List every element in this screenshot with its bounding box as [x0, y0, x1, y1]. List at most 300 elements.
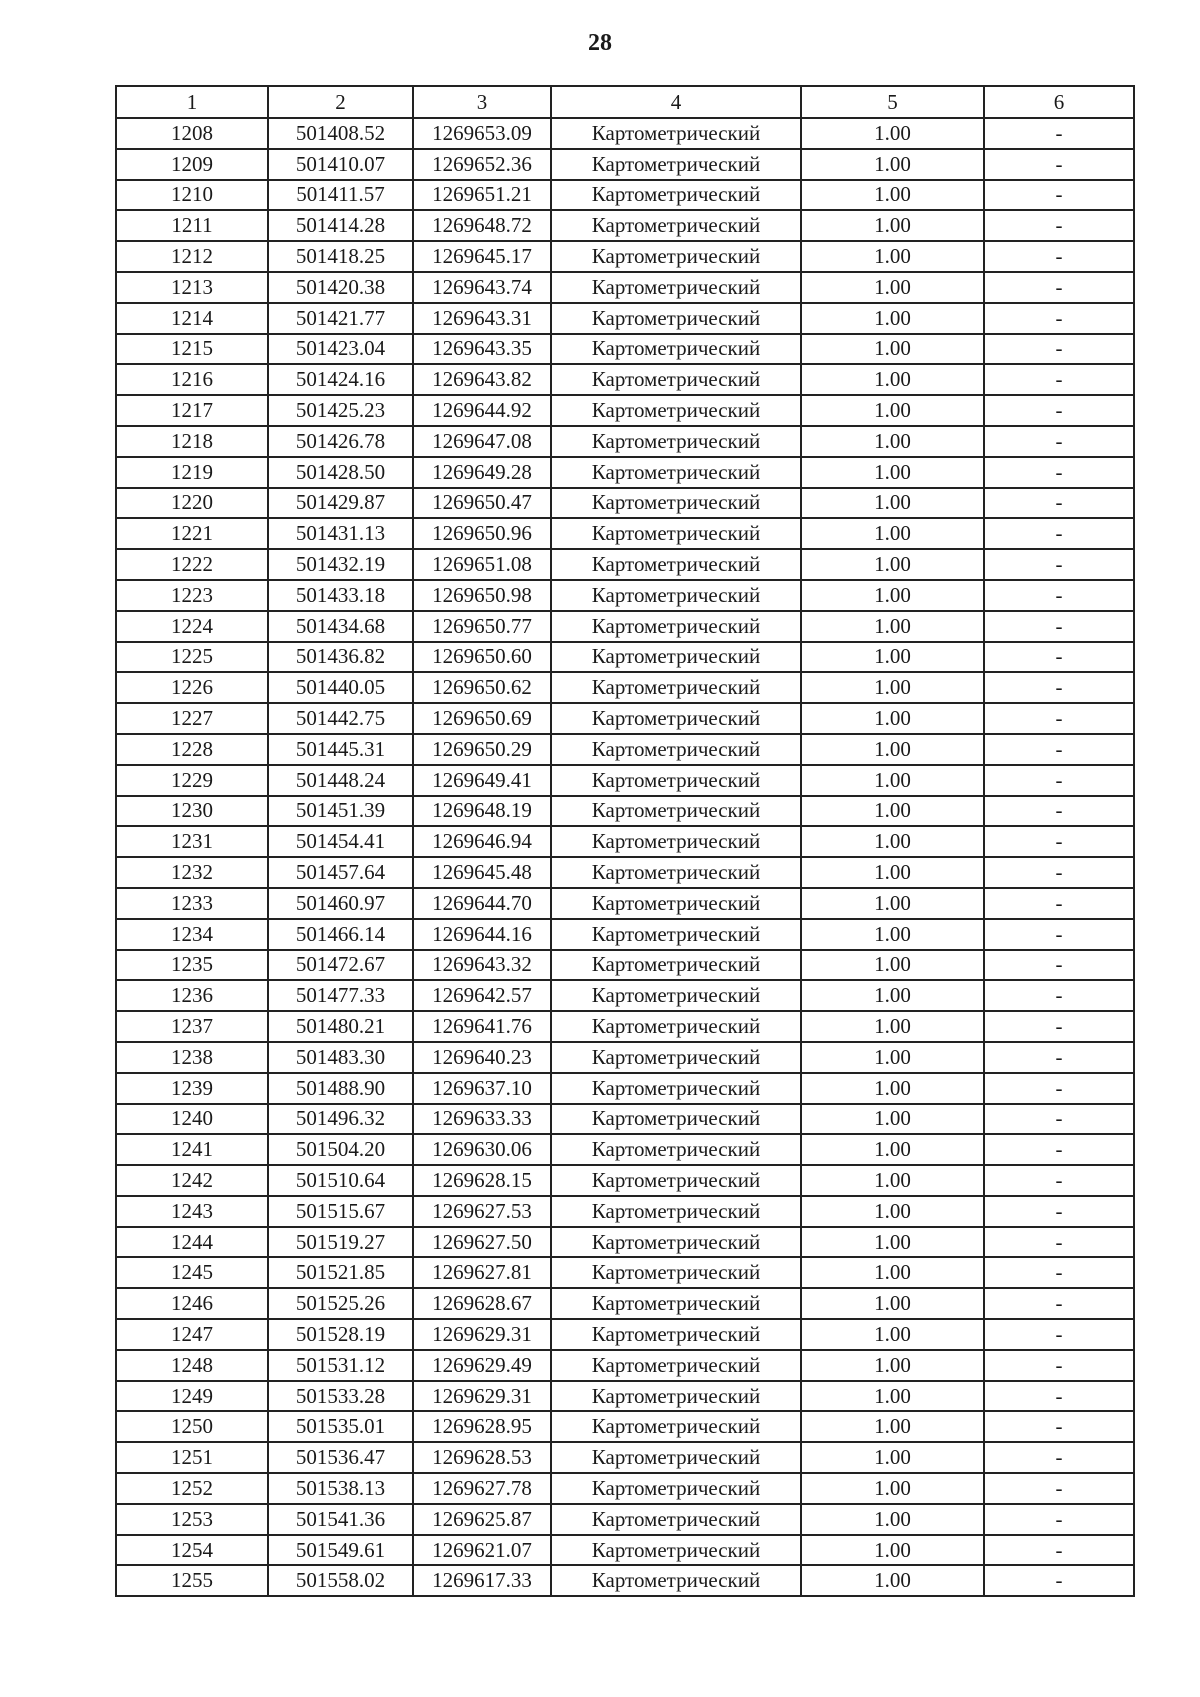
note-cell: - — [984, 241, 1134, 272]
method-cell: Картометрический — [551, 1165, 801, 1196]
method-cell: Картометрический — [551, 1504, 801, 1535]
table-row — [116, 1288, 1134, 1319]
method-cell: Картометрический — [551, 241, 801, 272]
point-number-cell: 1210 — [116, 180, 268, 211]
method-cell: Картометрический — [551, 1350, 801, 1381]
accuracy-cell: 1.00 — [801, 241, 984, 272]
y-coordinate-cell: 1269650.60 — [413, 642, 551, 673]
table-row — [116, 518, 1134, 549]
note-cell: - — [984, 1134, 1134, 1165]
y-coordinate-cell: 1269627.50 — [413, 1227, 551, 1258]
y-coordinate-cell: 1269621.07 — [413, 1535, 551, 1566]
table-row — [116, 1134, 1134, 1165]
note-cell: - — [984, 1565, 1134, 1596]
accuracy-cell: 1.00 — [801, 210, 984, 241]
point-number-cell: 1229 — [116, 765, 268, 796]
point-number-cell: 1218 — [116, 426, 268, 457]
table-row — [116, 1411, 1134, 1442]
x-coordinate-cell: 501448.24 — [268, 765, 413, 796]
method-cell: Картометрический — [551, 518, 801, 549]
note-cell: - — [984, 857, 1134, 888]
method-cell: Картометрический — [551, 765, 801, 796]
point-number-cell: 1241 — [116, 1134, 268, 1165]
point-number-cell: 1254 — [116, 1535, 268, 1566]
method-cell: Картометрический — [551, 734, 801, 765]
y-coordinate-cell: 1269628.53 — [413, 1442, 551, 1473]
note-cell: - — [984, 703, 1134, 734]
y-coordinate-cell: 1269649.28 — [413, 457, 551, 488]
header-col-6: 6 — [984, 86, 1134, 118]
y-coordinate-cell: 1269640.23 — [413, 1042, 551, 1073]
point-number-cell: 1245 — [116, 1257, 268, 1288]
y-coordinate-cell: 1269627.81 — [413, 1257, 551, 1288]
method-cell: Картометрический — [551, 1319, 801, 1350]
accuracy-cell: 1.00 — [801, 457, 984, 488]
x-coordinate-cell: 501549.61 — [268, 1535, 413, 1566]
y-coordinate-cell: 1269650.47 — [413, 488, 551, 519]
point-number-cell: 1236 — [116, 980, 268, 1011]
x-coordinate-cell: 501466.14 — [268, 919, 413, 950]
x-coordinate-cell: 501533.28 — [268, 1381, 413, 1412]
point-number-cell: 1225 — [116, 642, 268, 673]
accuracy-cell: 1.00 — [801, 1350, 984, 1381]
method-cell: Картометрический — [551, 180, 801, 211]
y-coordinate-cell: 1269644.16 — [413, 919, 551, 950]
x-coordinate-cell: 501411.57 — [268, 180, 413, 211]
x-coordinate-cell: 501477.33 — [268, 980, 413, 1011]
note-cell: - — [984, 364, 1134, 395]
table-row — [116, 950, 1134, 981]
table-row — [116, 642, 1134, 673]
note-cell: - — [984, 642, 1134, 673]
y-coordinate-cell: 1269628.95 — [413, 1411, 551, 1442]
accuracy-cell: 1.00 — [801, 1257, 984, 1288]
point-number-cell: 1250 — [116, 1411, 268, 1442]
table-body — [116, 118, 1134, 1596]
note-cell: - — [984, 1042, 1134, 1073]
table-row — [116, 1165, 1134, 1196]
note-cell: - — [984, 426, 1134, 457]
table-row — [116, 672, 1134, 703]
table-row — [116, 1504, 1134, 1535]
table-row — [116, 1535, 1134, 1566]
point-number-cell: 1248 — [116, 1350, 268, 1381]
point-number-cell: 1242 — [116, 1165, 268, 1196]
y-coordinate-cell: 1269647.08 — [413, 426, 551, 457]
point-number-cell: 1246 — [116, 1288, 268, 1319]
table-row — [116, 1257, 1134, 1288]
x-coordinate-cell: 501425.23 — [268, 395, 413, 426]
point-number-cell: 1247 — [116, 1319, 268, 1350]
x-coordinate-cell: 501521.85 — [268, 1257, 413, 1288]
y-coordinate-cell: 1269629.31 — [413, 1319, 551, 1350]
header-col-5: 5 — [801, 86, 984, 118]
accuracy-cell: 1.00 — [801, 642, 984, 673]
x-coordinate-cell: 501525.26 — [268, 1288, 413, 1319]
accuracy-cell: 1.00 — [801, 1288, 984, 1319]
note-cell: - — [984, 765, 1134, 796]
point-number-cell: 1214 — [116, 303, 268, 334]
x-coordinate-cell: 501408.52 — [268, 118, 413, 149]
method-cell: Картометрический — [551, 796, 801, 827]
method-cell: Картометрический — [551, 1473, 801, 1504]
accuracy-cell: 1.00 — [801, 980, 984, 1011]
x-coordinate-cell: 501424.16 — [268, 364, 413, 395]
method-cell: Картометрический — [551, 888, 801, 919]
table-row — [116, 703, 1134, 734]
method-cell: Картометрический — [551, 1288, 801, 1319]
table-row — [116, 1227, 1134, 1258]
point-number-cell: 1233 — [116, 888, 268, 919]
table-row — [116, 1104, 1134, 1135]
method-cell: Картометрический — [551, 1257, 801, 1288]
x-coordinate-cell: 501535.01 — [268, 1411, 413, 1442]
table-row — [116, 149, 1134, 180]
header-col-4: 4 — [551, 86, 801, 118]
method-cell: Картометрический — [551, 580, 801, 611]
y-coordinate-cell: 1269650.98 — [413, 580, 551, 611]
accuracy-cell: 1.00 — [801, 395, 984, 426]
accuracy-cell: 1.00 — [801, 1504, 984, 1535]
point-number-cell: 1226 — [116, 672, 268, 703]
table-row — [116, 241, 1134, 272]
y-coordinate-cell: 1269628.15 — [413, 1165, 551, 1196]
method-cell: Картометрический — [551, 1381, 801, 1412]
x-coordinate-cell: 501531.12 — [268, 1350, 413, 1381]
table-row — [116, 1319, 1134, 1350]
x-coordinate-cell: 501426.78 — [268, 426, 413, 457]
accuracy-cell: 1.00 — [801, 734, 984, 765]
accuracy-cell: 1.00 — [801, 1196, 984, 1227]
point-number-cell: 1230 — [116, 796, 268, 827]
x-coordinate-cell: 501528.19 — [268, 1319, 413, 1350]
note-cell: - — [984, 457, 1134, 488]
table-row — [116, 980, 1134, 1011]
method-cell: Картометрический — [551, 672, 801, 703]
accuracy-cell: 1.00 — [801, 1442, 984, 1473]
table-row — [116, 210, 1134, 241]
note-cell: - — [984, 919, 1134, 950]
y-coordinate-cell: 1269653.09 — [413, 118, 551, 149]
accuracy-cell: 1.00 — [801, 580, 984, 611]
x-coordinate-cell: 501420.38 — [268, 272, 413, 303]
header-col-3: 3 — [413, 86, 551, 118]
method-cell: Картометрический — [551, 919, 801, 950]
x-coordinate-cell: 501558.02 — [268, 1565, 413, 1596]
accuracy-cell: 1.00 — [801, 1473, 984, 1504]
note-cell: - — [984, 950, 1134, 981]
x-coordinate-cell: 501519.27 — [268, 1227, 413, 1258]
table-row — [116, 1350, 1134, 1381]
table-row — [116, 488, 1134, 519]
note-cell: - — [984, 488, 1134, 519]
x-coordinate-cell: 501445.31 — [268, 734, 413, 765]
y-coordinate-cell: 1269648.72 — [413, 210, 551, 241]
table-row — [116, 765, 1134, 796]
y-coordinate-cell: 1269649.41 — [413, 765, 551, 796]
table-row — [116, 118, 1134, 149]
point-number-cell: 1224 — [116, 611, 268, 642]
accuracy-cell: 1.00 — [801, 1227, 984, 1258]
note-cell: - — [984, 1196, 1134, 1227]
table-row — [116, 857, 1134, 888]
accuracy-cell: 1.00 — [801, 1565, 984, 1596]
note-cell: - — [984, 734, 1134, 765]
table-row — [116, 180, 1134, 211]
accuracy-cell: 1.00 — [801, 919, 984, 950]
y-coordinate-cell: 1269617.33 — [413, 1565, 551, 1596]
point-number-cell: 1227 — [116, 703, 268, 734]
coordinates-table — [115, 85, 1135, 1597]
method-cell: Картометрический — [551, 1134, 801, 1165]
note-cell: - — [984, 1073, 1134, 1104]
x-coordinate-cell: 501457.64 — [268, 857, 413, 888]
point-number-cell: 1219 — [116, 457, 268, 488]
accuracy-cell: 1.00 — [801, 549, 984, 580]
table-row — [116, 364, 1134, 395]
note-cell: - — [984, 580, 1134, 611]
note-cell: - — [984, 180, 1134, 211]
accuracy-cell: 1.00 — [801, 334, 984, 365]
note-cell: - — [984, 149, 1134, 180]
y-coordinate-cell: 1269650.69 — [413, 703, 551, 734]
y-coordinate-cell: 1269650.77 — [413, 611, 551, 642]
x-coordinate-cell: 501428.50 — [268, 457, 413, 488]
x-coordinate-cell: 501488.90 — [268, 1073, 413, 1104]
table-row — [116, 1565, 1134, 1596]
y-coordinate-cell: 1269637.10 — [413, 1073, 551, 1104]
accuracy-cell: 1.00 — [801, 1411, 984, 1442]
x-coordinate-cell: 501472.67 — [268, 950, 413, 981]
point-number-cell: 1239 — [116, 1073, 268, 1104]
accuracy-cell: 1.00 — [801, 611, 984, 642]
note-cell: - — [984, 1381, 1134, 1412]
y-coordinate-cell: 1269643.32 — [413, 950, 551, 981]
accuracy-cell: 1.00 — [801, 765, 984, 796]
note-cell: - — [984, 826, 1134, 857]
method-cell: Картометрический — [551, 1411, 801, 1442]
x-coordinate-cell: 501433.18 — [268, 580, 413, 611]
note-cell: - — [984, 334, 1134, 365]
x-coordinate-cell: 501496.32 — [268, 1104, 413, 1135]
y-coordinate-cell: 1269651.08 — [413, 549, 551, 580]
x-coordinate-cell: 501454.41 — [268, 826, 413, 857]
point-number-cell: 1240 — [116, 1104, 268, 1135]
method-cell: Картометрический — [551, 1196, 801, 1227]
y-coordinate-cell: 1269628.67 — [413, 1288, 551, 1319]
note-cell: - — [984, 1165, 1134, 1196]
y-coordinate-cell: 1269644.70 — [413, 888, 551, 919]
x-coordinate-cell: 501480.21 — [268, 1011, 413, 1042]
note-cell: - — [984, 1227, 1134, 1258]
note-cell: - — [984, 980, 1134, 1011]
y-coordinate-cell: 1269645.17 — [413, 241, 551, 272]
y-coordinate-cell: 1269650.29 — [413, 734, 551, 765]
note-cell: - — [984, 1473, 1134, 1504]
method-cell: Картометрический — [551, 611, 801, 642]
method-cell: Картометрический — [551, 488, 801, 519]
y-coordinate-cell: 1269629.31 — [413, 1381, 551, 1412]
point-number-cell: 1222 — [116, 549, 268, 580]
accuracy-cell: 1.00 — [801, 149, 984, 180]
y-coordinate-cell: 1269645.48 — [413, 857, 551, 888]
accuracy-cell: 1.00 — [801, 1165, 984, 1196]
x-coordinate-cell: 501504.20 — [268, 1134, 413, 1165]
y-coordinate-cell: 1269650.62 — [413, 672, 551, 703]
note-cell: - — [984, 272, 1134, 303]
accuracy-cell: 1.00 — [801, 1134, 984, 1165]
x-coordinate-cell: 501440.05 — [268, 672, 413, 703]
y-coordinate-cell: 1269643.82 — [413, 364, 551, 395]
point-number-cell: 1251 — [116, 1442, 268, 1473]
accuracy-cell: 1.00 — [801, 1535, 984, 1566]
x-coordinate-cell: 501515.67 — [268, 1196, 413, 1227]
point-number-cell: 1213 — [116, 272, 268, 303]
accuracy-cell: 1.00 — [801, 672, 984, 703]
point-number-cell: 1235 — [116, 950, 268, 981]
table-row — [116, 334, 1134, 365]
accuracy-cell: 1.00 — [801, 272, 984, 303]
x-coordinate-cell: 501423.04 — [268, 334, 413, 365]
table-row — [116, 1473, 1134, 1504]
table-row — [116, 734, 1134, 765]
note-cell: - — [984, 118, 1134, 149]
y-coordinate-cell: 1269651.21 — [413, 180, 551, 211]
point-number-cell: 1216 — [116, 364, 268, 395]
x-coordinate-cell: 501434.68 — [268, 611, 413, 642]
method-cell: Картометрический — [551, 1442, 801, 1473]
table-row — [116, 395, 1134, 426]
point-number-cell: 1234 — [116, 919, 268, 950]
note-cell: - — [984, 1011, 1134, 1042]
method-cell: Картометрический — [551, 272, 801, 303]
method-cell: Картометрический — [551, 457, 801, 488]
header-col-2: 2 — [268, 86, 413, 118]
x-coordinate-cell: 501421.77 — [268, 303, 413, 334]
accuracy-cell: 1.00 — [801, 1104, 984, 1135]
accuracy-cell: 1.00 — [801, 518, 984, 549]
table-row — [116, 1442, 1134, 1473]
accuracy-cell: 1.00 — [801, 857, 984, 888]
note-cell: - — [984, 395, 1134, 426]
method-cell: Картометрический — [551, 149, 801, 180]
y-coordinate-cell: 1269646.94 — [413, 826, 551, 857]
point-number-cell: 1255 — [116, 1565, 268, 1596]
point-number-cell: 1238 — [116, 1042, 268, 1073]
accuracy-cell: 1.00 — [801, 303, 984, 334]
point-number-cell: 1215 — [116, 334, 268, 365]
point-number-cell: 1253 — [116, 1504, 268, 1535]
accuracy-cell: 1.00 — [801, 1319, 984, 1350]
method-cell: Картометрический — [551, 210, 801, 241]
accuracy-cell: 1.00 — [801, 1011, 984, 1042]
method-cell: Картометрический — [551, 1073, 801, 1104]
y-coordinate-cell: 1269642.57 — [413, 980, 551, 1011]
x-coordinate-cell: 501431.13 — [268, 518, 413, 549]
point-number-cell: 1221 — [116, 518, 268, 549]
note-cell: - — [984, 210, 1134, 241]
table-row — [116, 826, 1134, 857]
x-coordinate-cell: 501432.19 — [268, 549, 413, 580]
method-cell: Картометрический — [551, 1565, 801, 1596]
x-coordinate-cell: 501429.87 — [268, 488, 413, 519]
accuracy-cell: 1.00 — [801, 364, 984, 395]
method-cell: Картометрический — [551, 334, 801, 365]
table-row — [116, 611, 1134, 642]
page-number: 28 — [588, 30, 612, 56]
point-number-cell: 1220 — [116, 488, 268, 519]
y-coordinate-cell: 1269643.31 — [413, 303, 551, 334]
accuracy-cell: 1.00 — [801, 796, 984, 827]
method-cell: Картометрический — [551, 642, 801, 673]
table-header-row — [116, 86, 1134, 118]
note-cell: - — [984, 1504, 1134, 1535]
y-coordinate-cell: 1269627.53 — [413, 1196, 551, 1227]
method-cell: Картометрический — [551, 549, 801, 580]
accuracy-cell: 1.00 — [801, 888, 984, 919]
method-cell: Картометрический — [551, 857, 801, 888]
note-cell: - — [984, 303, 1134, 334]
y-coordinate-cell: 1269630.06 — [413, 1134, 551, 1165]
accuracy-cell: 1.00 — [801, 1042, 984, 1073]
accuracy-cell: 1.00 — [801, 1381, 984, 1412]
y-coordinate-cell: 1269627.78 — [413, 1473, 551, 1504]
note-cell: - — [984, 1442, 1134, 1473]
y-coordinate-cell: 1269625.87 — [413, 1504, 551, 1535]
table-row — [116, 888, 1134, 919]
header-col-1: 1 — [116, 86, 268, 118]
x-coordinate-cell: 501536.47 — [268, 1442, 413, 1473]
accuracy-cell: 1.00 — [801, 1073, 984, 1104]
y-coordinate-cell: 1269652.36 — [413, 149, 551, 180]
table-row — [116, 580, 1134, 611]
note-cell: - — [984, 888, 1134, 919]
point-number-cell: 1252 — [116, 1473, 268, 1504]
table-row — [116, 1381, 1134, 1412]
table-row — [116, 426, 1134, 457]
y-coordinate-cell: 1269650.96 — [413, 518, 551, 549]
point-number-cell: 1231 — [116, 826, 268, 857]
point-number-cell: 1243 — [116, 1196, 268, 1227]
table-row — [116, 303, 1134, 334]
y-coordinate-cell: 1269648.19 — [413, 796, 551, 827]
x-coordinate-cell: 501460.97 — [268, 888, 413, 919]
point-number-cell: 1209 — [116, 149, 268, 180]
y-coordinate-cell: 1269629.49 — [413, 1350, 551, 1381]
method-cell: Картометрический — [551, 364, 801, 395]
method-cell: Картометрический — [551, 1042, 801, 1073]
table-row — [116, 1011, 1134, 1042]
method-cell: Картометрический — [551, 826, 801, 857]
point-number-cell: 1211 — [116, 210, 268, 241]
note-cell: - — [984, 1288, 1134, 1319]
point-number-cell: 1249 — [116, 1381, 268, 1412]
point-number-cell: 1223 — [116, 580, 268, 611]
point-number-cell: 1228 — [116, 734, 268, 765]
method-cell: Картометрический — [551, 1011, 801, 1042]
accuracy-cell: 1.00 — [801, 426, 984, 457]
x-coordinate-cell: 501410.07 — [268, 149, 413, 180]
table-row — [116, 1042, 1134, 1073]
note-cell: - — [984, 1104, 1134, 1135]
table-row — [116, 1196, 1134, 1227]
accuracy-cell: 1.00 — [801, 703, 984, 734]
accuracy-cell: 1.00 — [801, 180, 984, 211]
y-coordinate-cell: 1269641.76 — [413, 1011, 551, 1042]
table-row — [116, 272, 1134, 303]
note-cell: - — [984, 1411, 1134, 1442]
x-coordinate-cell: 501510.64 — [268, 1165, 413, 1196]
